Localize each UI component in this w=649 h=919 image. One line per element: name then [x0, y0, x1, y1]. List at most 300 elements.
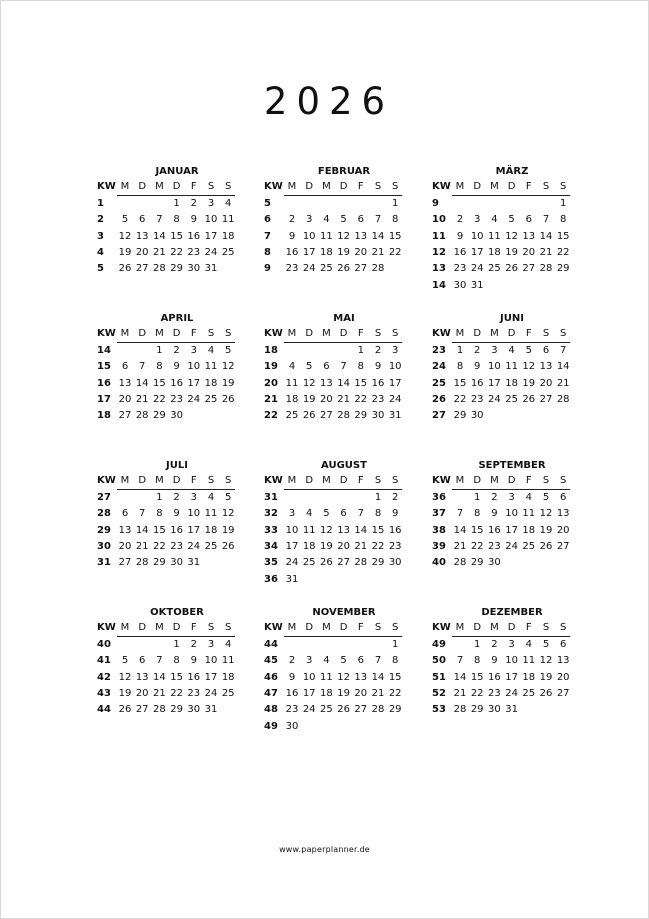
- week-row: [97, 653, 237, 669]
- day-cell: 31: [285, 573, 299, 585]
- day-cell: 22: [388, 246, 402, 258]
- week-row: [264, 506, 404, 522]
- day-cell: 30: [170, 557, 183, 569]
- day-cell: 25: [204, 540, 218, 552]
- day-cell: 29: [354, 410, 368, 422]
- day-cell: 22: [354, 393, 368, 405]
- day-cell: 18: [285, 393, 299, 405]
- day-cell: 29: [170, 263, 183, 275]
- week-number: 35: [264, 557, 278, 569]
- week-number: 5: [97, 263, 104, 275]
- day-cell: 25: [488, 263, 501, 275]
- week-row: [432, 670, 572, 686]
- day-cell: 1: [456, 345, 464, 356]
- weekday-label: D: [507, 475, 516, 486]
- day-cell: 3: [190, 345, 197, 356]
- day-cell: 19: [539, 671, 553, 683]
- week-number: 9: [264, 263, 271, 275]
- day-cell: 2: [173, 345, 180, 356]
- day-cell: 16: [488, 524, 501, 536]
- kw-header: KW: [432, 622, 451, 633]
- week-row: [97, 229, 237, 245]
- weekday-label: S: [560, 475, 567, 486]
- day-cell: 17: [187, 524, 201, 536]
- day-cell: 14: [556, 361, 570, 373]
- day-cell: 26: [320, 557, 333, 569]
- weekday-label: F: [190, 622, 197, 633]
- day-cell: 6: [121, 508, 129, 520]
- kw-header: KW: [97, 622, 116, 633]
- month-title: NOVEMBER: [312, 607, 376, 618]
- day-cell: 10: [204, 655, 218, 667]
- kw-header: KW: [432, 328, 451, 339]
- day-cell: 20: [135, 687, 149, 699]
- day-cell: 24: [204, 687, 218, 699]
- week-row: [97, 506, 237, 522]
- day-cell: 9: [491, 655, 498, 667]
- day-cell: 18: [320, 246, 333, 258]
- day-cell: 10: [187, 508, 201, 520]
- day-cell: 15: [371, 524, 385, 536]
- day-cell: 17: [187, 377, 201, 389]
- day-cell: 5: [306, 361, 313, 373]
- week-number: 37: [432, 508, 446, 520]
- day-cell: 28: [153, 704, 166, 716]
- weekday-header-row: [264, 620, 404, 636]
- weekday-label: F: [525, 475, 532, 486]
- month-title: MÄRZ: [495, 166, 529, 177]
- weekday-label: M: [120, 181, 130, 192]
- day-cell: 21: [453, 540, 467, 552]
- day-cell: 21: [371, 246, 385, 258]
- weekday-label: M: [155, 181, 164, 192]
- week-number: 7: [264, 230, 271, 242]
- day-cell: 30: [388, 557, 402, 569]
- day-cell: 15: [470, 671, 484, 683]
- day-cell: 1: [474, 639, 481, 650]
- day-cell: 25: [302, 557, 316, 569]
- weekday-label: D: [473, 475, 482, 486]
- weekday-label: M: [322, 181, 331, 192]
- day-cell: 7: [156, 214, 163, 226]
- week-row: [97, 539, 237, 555]
- day-cell: 7: [374, 655, 382, 667]
- day-cell: 7: [139, 361, 146, 373]
- month-title: SEPTEMBER: [478, 460, 546, 471]
- day-cell: 10: [388, 361, 402, 373]
- weekday-label: S: [225, 475, 232, 486]
- day-cell: 16: [388, 524, 402, 536]
- day-cell: 14: [354, 524, 368, 536]
- day-cell: 25: [204, 393, 218, 405]
- week-number: 27: [97, 492, 111, 503]
- weekday-label: F: [357, 475, 364, 486]
- day-cell: 18: [522, 671, 536, 683]
- day-cell: 13: [320, 377, 333, 389]
- week-row: [432, 278, 572, 294]
- weekday-label: S: [542, 328, 550, 339]
- month-title: JUNI: [500, 313, 524, 324]
- weekday-label: D: [172, 328, 181, 339]
- day-cell: 31: [204, 704, 218, 716]
- week-number: 6: [264, 214, 271, 226]
- day-cell: 28: [135, 410, 149, 422]
- day-cell: 19: [221, 524, 235, 536]
- day-cell: 16: [170, 524, 183, 536]
- week-row: [97, 376, 237, 392]
- week-number: 19: [264, 361, 278, 373]
- day-cell: 1: [357, 345, 364, 356]
- week-number: 23: [432, 345, 446, 356]
- day-cell: 16: [470, 377, 484, 389]
- day-cell: 16: [170, 377, 183, 389]
- day-cell: 8: [560, 214, 567, 226]
- day-cell: 21: [539, 246, 553, 258]
- day-cell: 20: [337, 540, 350, 552]
- day-cell: 29: [153, 557, 166, 569]
- kw-header: KW: [264, 328, 283, 339]
- day-cell: 21: [556, 377, 570, 389]
- day-cell: 28: [453, 704, 467, 716]
- day-cell: 15: [170, 671, 183, 683]
- week-row: [432, 376, 572, 392]
- day-cell: 8: [474, 655, 481, 667]
- day-cell: 9: [288, 230, 296, 242]
- month-title: FEBRUAR: [317, 166, 371, 177]
- weekday-label: D: [305, 475, 314, 486]
- weekday-header-row: [432, 179, 572, 195]
- day-cell: 8: [392, 655, 399, 667]
- weekday-label: D: [305, 181, 314, 192]
- week-number: 1: [97, 198, 104, 209]
- weekday-label: F: [525, 181, 532, 192]
- day-cell: 2: [491, 639, 498, 650]
- day-cell: 30: [470, 410, 484, 422]
- week-number: 13: [432, 263, 446, 275]
- week-row: [432, 702, 572, 718]
- week-number: 36: [264, 573, 278, 585]
- day-cell: 4: [508, 345, 515, 356]
- day-cell: 20: [354, 246, 368, 258]
- week-number: 49: [264, 720, 278, 732]
- day-cell: 19: [337, 687, 350, 699]
- day-cell: 16: [285, 687, 299, 699]
- day-cell: 23: [170, 393, 183, 405]
- day-cell: 3: [508, 639, 515, 650]
- day-cell: 20: [118, 393, 132, 405]
- day-cell: 23: [470, 393, 484, 405]
- day-cell: 31: [204, 263, 218, 275]
- week-number: 44: [264, 639, 278, 650]
- weekday-label: M: [155, 475, 164, 486]
- week-number: 5: [264, 198, 271, 209]
- day-cell: 26: [221, 393, 235, 405]
- week-number: 10: [432, 214, 446, 226]
- month-title: MAI: [333, 313, 355, 324]
- day-cell: 8: [173, 655, 180, 667]
- weekday-label: F: [525, 328, 532, 339]
- day-cell: 27: [539, 393, 553, 405]
- weekday-label: D: [305, 328, 314, 339]
- day-cell: 25: [221, 687, 235, 699]
- day-cell: 29: [556, 263, 570, 275]
- day-cell: 13: [118, 524, 132, 536]
- weekday-label: D: [473, 328, 482, 339]
- day-cell: 19: [337, 246, 350, 258]
- week-number: 31: [97, 557, 111, 569]
- day-cell: 23: [285, 704, 299, 716]
- day-cell: 22: [153, 540, 166, 552]
- day-cell: 25: [522, 687, 536, 699]
- day-cell: 24: [488, 393, 501, 405]
- weekday-header-row: [97, 326, 237, 342]
- day-cell: 5: [340, 214, 347, 226]
- day-cell: 28: [337, 410, 350, 422]
- day-cell: 8: [456, 361, 464, 373]
- week-row: [97, 212, 237, 228]
- day-cell: 14: [153, 671, 166, 683]
- week-number: 16: [97, 377, 111, 389]
- day-cell: 26: [337, 704, 350, 716]
- week-number: 39: [432, 540, 446, 552]
- weekday-label: S: [542, 475, 550, 486]
- week-number: 41: [97, 655, 111, 667]
- week-row: [432, 196, 572, 212]
- weekday-header-row: [264, 473, 404, 489]
- week-number: 33: [264, 524, 278, 536]
- day-cell: 17: [285, 540, 299, 552]
- day-cell: 12: [302, 377, 316, 389]
- day-cell: 29: [453, 410, 467, 422]
- day-cell: 3: [306, 214, 313, 226]
- day-cell: 7: [560, 345, 567, 356]
- day-cell: 16: [488, 671, 501, 683]
- weekday-header-row: [264, 179, 404, 195]
- day-cell: 12: [320, 524, 333, 536]
- day-cell: 6: [340, 508, 347, 520]
- week-row: [432, 637, 572, 653]
- week-number: 42: [97, 671, 111, 683]
- week-row: [97, 392, 237, 408]
- weekday-label: M: [455, 622, 465, 633]
- day-cell: 7: [139, 508, 146, 520]
- day-cell: 1: [173, 198, 180, 209]
- day-cell: 13: [337, 524, 350, 536]
- month-title: AUGUST: [321, 460, 367, 471]
- week-row: [432, 245, 572, 261]
- day-cell: 31: [470, 279, 484, 291]
- day-cell: 15: [170, 230, 183, 242]
- day-cell: 8: [474, 508, 481, 520]
- kw-header: KW: [264, 181, 283, 192]
- weekday-label: M: [322, 328, 331, 339]
- week-row: [432, 408, 572, 424]
- day-cell: 12: [221, 361, 235, 373]
- day-cell: 10: [285, 524, 299, 536]
- day-cell: 7: [456, 655, 464, 667]
- week-row: [264, 539, 404, 555]
- week-row: [432, 506, 572, 522]
- day-cell: 4: [525, 492, 532, 503]
- day-cell: 23: [388, 540, 402, 552]
- day-cell: 1: [173, 639, 180, 650]
- day-cell: 26: [539, 540, 553, 552]
- day-cell: 3: [288, 508, 296, 520]
- day-cell: 7: [340, 361, 347, 373]
- day-cell: 18: [505, 377, 518, 389]
- day-cell: 13: [354, 230, 368, 242]
- day-cell: 28: [556, 393, 570, 405]
- week-number: 45: [264, 655, 278, 667]
- weekday-label: M: [455, 328, 465, 339]
- weekday-label: D: [138, 622, 147, 633]
- day-cell: 27: [522, 263, 536, 275]
- week-number: 50: [432, 655, 446, 667]
- weekday-label: M: [120, 475, 130, 486]
- day-cell: 11: [204, 361, 218, 373]
- week-number: 2: [97, 214, 104, 226]
- day-cell: 26: [505, 263, 518, 275]
- day-cell: 2: [288, 655, 296, 667]
- day-cell: 24: [302, 263, 316, 275]
- day-cell: 15: [153, 524, 166, 536]
- day-cell: 2: [456, 214, 464, 226]
- week-row: [264, 637, 404, 653]
- day-cell: 13: [556, 508, 570, 520]
- day-cell: 13: [354, 671, 368, 683]
- day-cell: 17: [388, 377, 402, 389]
- day-cell: 6: [323, 361, 330, 373]
- day-cell: 21: [153, 687, 166, 699]
- day-cell: 6: [357, 655, 364, 667]
- week-number: 43: [97, 687, 111, 699]
- week-row: [97, 408, 237, 424]
- day-cell: 23: [187, 687, 201, 699]
- day-cell: 6: [525, 214, 532, 226]
- day-cell: 18: [488, 246, 501, 258]
- day-cell: 21: [337, 393, 350, 405]
- weekday-label: D: [138, 328, 147, 339]
- day-cell: 18: [320, 687, 333, 699]
- week-row: [432, 392, 572, 408]
- weekday-label: D: [507, 181, 516, 192]
- weekday-header-row: [432, 473, 572, 489]
- day-cell: 13: [522, 230, 536, 242]
- day-cell: 14: [153, 230, 166, 242]
- week-row: [97, 343, 237, 359]
- weekday-label: F: [357, 181, 364, 192]
- day-cell: 5: [542, 492, 550, 503]
- weekday-label: D: [507, 328, 516, 339]
- day-cell: 25: [522, 540, 536, 552]
- week-row: [264, 408, 404, 424]
- day-cell: 14: [539, 230, 553, 242]
- weekday-label: M: [322, 475, 331, 486]
- day-cell: 20: [118, 540, 132, 552]
- day-cell: 21: [453, 687, 467, 699]
- weekday-header-row: [264, 326, 404, 342]
- day-cell: 20: [354, 687, 368, 699]
- weekday-label: D: [473, 622, 482, 633]
- day-cell: 4: [288, 361, 296, 373]
- day-cell: 29: [470, 704, 484, 716]
- day-cell: 26: [337, 263, 350, 275]
- weekday-label: M: [287, 475, 297, 486]
- day-cell: 27: [118, 557, 132, 569]
- day-cell: 10: [505, 508, 518, 520]
- day-cell: 2: [374, 345, 382, 356]
- day-cell: 12: [118, 230, 132, 242]
- week-row: [432, 212, 572, 228]
- week-number: 51: [432, 671, 446, 683]
- week-row: [264, 392, 404, 408]
- week-row: [264, 376, 404, 392]
- weekday-label: S: [225, 181, 232, 192]
- week-row: [264, 261, 404, 277]
- week-number: 53: [432, 704, 446, 716]
- day-cell: 22: [371, 540, 385, 552]
- day-cell: 14: [453, 671, 467, 683]
- day-cell: 6: [560, 492, 567, 503]
- week-row: [97, 670, 237, 686]
- day-cell: 5: [121, 655, 129, 667]
- week-number: 28: [97, 508, 111, 520]
- day-cell: 9: [190, 655, 197, 667]
- weekday-label: D: [339, 181, 348, 192]
- week-number: 40: [432, 557, 446, 569]
- day-cell: 19: [221, 377, 235, 389]
- day-cell: 17: [204, 230, 218, 242]
- week-number: 36: [432, 492, 446, 503]
- day-cell: 28: [371, 263, 385, 275]
- day-cell: 15: [556, 230, 570, 242]
- weekday-label: D: [138, 475, 147, 486]
- day-cell: 7: [357, 508, 364, 520]
- day-cell: 22: [470, 540, 484, 552]
- day-cell: 10: [302, 671, 316, 683]
- day-cell: 23: [187, 246, 201, 258]
- day-cell: 24: [505, 540, 518, 552]
- week-number: 4: [97, 246, 104, 258]
- day-cell: 14: [453, 524, 467, 536]
- weekday-label: F: [190, 328, 197, 339]
- day-cell: 30: [488, 704, 501, 716]
- day-cell: 29: [388, 704, 402, 716]
- day-cell: 9: [173, 361, 180, 373]
- day-cell: 1: [392, 639, 399, 650]
- day-cell: 11: [488, 230, 501, 242]
- day-cell: 3: [306, 655, 313, 667]
- week-number: 31: [264, 492, 278, 503]
- day-cell: 24: [388, 393, 402, 405]
- weekday-label: S: [392, 622, 399, 633]
- day-cell: 16: [371, 377, 385, 389]
- day-cell: 10: [302, 230, 316, 242]
- day-cell: 24: [187, 393, 201, 405]
- day-cell: 2: [173, 492, 180, 503]
- week-number: 20: [264, 377, 278, 389]
- week-row: [97, 245, 237, 261]
- day-cell: 23: [285, 263, 299, 275]
- weekday-label: S: [374, 622, 382, 633]
- day-cell: 5: [508, 214, 515, 226]
- weekday-label: S: [392, 181, 399, 192]
- day-cell: 3: [392, 345, 399, 356]
- day-cell: 1: [374, 492, 382, 503]
- week-number: 8: [264, 246, 271, 258]
- day-cell: 19: [539, 524, 553, 536]
- day-cell: 23: [371, 393, 385, 405]
